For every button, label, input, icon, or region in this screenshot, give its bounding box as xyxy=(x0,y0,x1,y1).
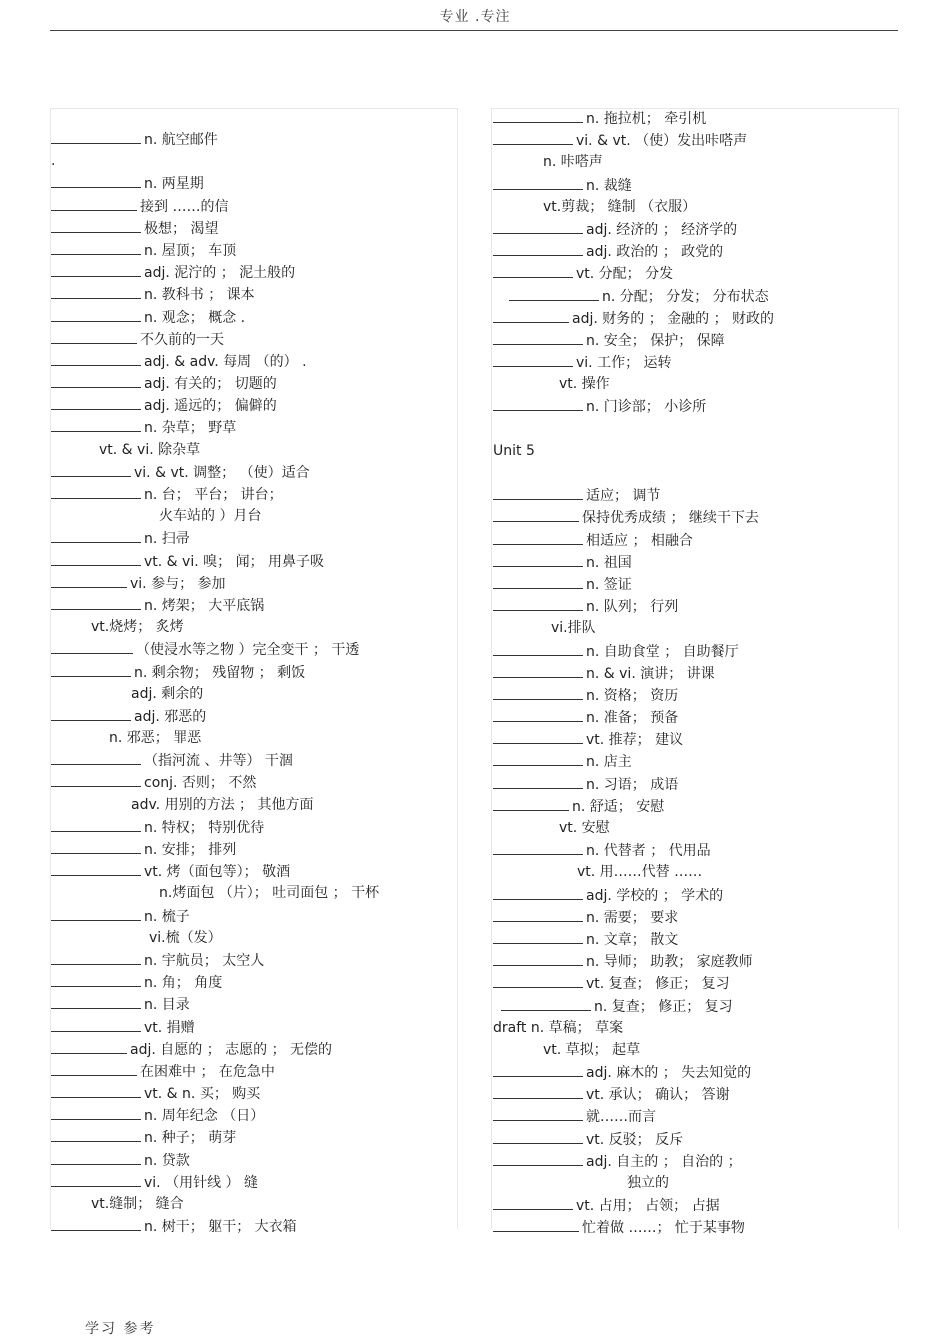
entry-definition: n. 舒适； 安慰 xyxy=(572,798,665,815)
entry-definition: n. & vi. 演讲； 讲课 xyxy=(586,665,715,682)
fill-in-blank[interactable] xyxy=(493,706,583,722)
fill-in-blank[interactable] xyxy=(51,416,141,432)
vocabulary-entry xyxy=(51,927,451,949)
fill-in-blank[interactable] xyxy=(51,838,141,854)
entry-definition: vt.剪裁； 缝制 （衣服） xyxy=(543,198,697,215)
entry-definition: conj. 否则； 不然 xyxy=(144,775,257,792)
fill-in-blank[interactable] xyxy=(493,218,583,234)
entry-definition: n. 安排； 排列 xyxy=(144,842,237,858)
vocabulary-entry xyxy=(493,373,893,395)
fill-in-blank[interactable] xyxy=(51,306,141,322)
fill-in-blank[interactable] xyxy=(493,928,583,944)
vocabulary-entry xyxy=(493,906,893,928)
entry-definition: adv. 用别的方法 ； 其他方面 xyxy=(131,796,314,813)
vocabulary-entry xyxy=(493,107,893,129)
entry-definition: vt. & vi. 嗅； 闻； 用鼻子吸 xyxy=(144,553,325,570)
fill-in-blank[interactable] xyxy=(51,195,137,211)
entry-definition: vt. 推荐； 建议 xyxy=(586,732,684,749)
fill-in-blank[interactable] xyxy=(51,261,141,277)
vocabulary-entry xyxy=(493,861,893,883)
vocabulary-entry xyxy=(493,1083,893,1105)
entry-definition: adj. & adv. 每周 （的） . xyxy=(144,353,307,370)
entry-definition: 不久前的一天 xyxy=(140,331,224,348)
entry-definition: n. 树干； 躯干； 大衣箱 xyxy=(144,1219,297,1236)
entry-definition: adj. 邪恶的 xyxy=(134,708,207,725)
vocabulary-entry xyxy=(51,882,451,904)
entry-definition: adj. 麻木的 ； 失去知觉的 xyxy=(586,1065,752,1082)
fill-in-blank[interactable] xyxy=(493,1194,573,1210)
fill-in-blank[interactable] xyxy=(51,594,141,610)
entry-definition: （指河流 、井等） 干涸 xyxy=(144,753,293,770)
entry-definition: n. 队列； 行列 xyxy=(586,599,679,616)
vocabulary-entry xyxy=(51,217,451,239)
entry-definition: n. 需要； 要求 xyxy=(586,909,679,926)
vocabulary-entry xyxy=(493,506,893,528)
vocabulary-entry xyxy=(493,684,893,706)
vocabulary-entry xyxy=(51,439,451,461)
entry-definition: adj. 自主的 ； 自治的 ； xyxy=(586,1153,742,1170)
entry-definition: vt. 捐赠 xyxy=(144,1019,195,1036)
vocabulary-entry xyxy=(51,283,451,305)
vocabulary-entry xyxy=(493,573,893,595)
vocabulary-entry xyxy=(493,1194,893,1216)
fill-in-blank[interactable] xyxy=(51,350,141,366)
fill-in-blank[interactable] xyxy=(493,595,583,611)
fill-in-blank[interactable] xyxy=(51,1016,141,1032)
entry-definition: n. 习语； 成语 xyxy=(586,776,679,793)
fill-in-blank[interactable] xyxy=(493,884,583,900)
fill-in-blank[interactable] xyxy=(493,1061,583,1077)
fill-in-blank[interactable] xyxy=(493,1128,583,1144)
entry-definition: vt. 承认； 确认； 答谢 xyxy=(586,1087,730,1104)
vocabulary-entry xyxy=(493,595,893,617)
fill-in-blank[interactable] xyxy=(509,285,599,301)
vocabulary-entry xyxy=(493,262,893,284)
entry-definition: adj. 学校的 ； 学术的 xyxy=(586,887,724,904)
fill-in-blank[interactable] xyxy=(493,506,579,522)
vocabulary-entry xyxy=(51,461,451,483)
entry-definition: adj. 遥远的； 偏僻的 xyxy=(144,398,277,415)
entry-definition: 保持优秀成绩 ； 继续干下去 xyxy=(582,510,759,527)
entry-definition: n. 邪恶； 罪恶 xyxy=(109,730,202,747)
vocabulary-entry xyxy=(51,1215,451,1237)
vocabulary-entry xyxy=(51,661,451,683)
vocabulary-entry xyxy=(493,551,893,573)
fill-in-blank[interactable] xyxy=(51,1038,127,1054)
vocabulary-entry xyxy=(493,151,893,173)
vocabulary-entry xyxy=(51,1038,451,1060)
vocabulary-entry xyxy=(493,351,893,373)
entry-definition: adj. 政治的 ； 政党的 xyxy=(586,244,724,261)
entry-definition: 在困难中 ； 在危急中 xyxy=(140,1063,275,1080)
entry-definition: n. 种子； 萌芽 xyxy=(144,1130,237,1147)
vocabulary-entry xyxy=(493,773,893,795)
vocabulary-entry xyxy=(493,1061,893,1083)
vocabulary-entry xyxy=(493,750,893,772)
vocabulary-entry xyxy=(493,706,893,728)
vocabulary-entry xyxy=(51,550,451,572)
fill-in-blank[interactable] xyxy=(493,551,583,567)
fill-in-blank[interactable] xyxy=(51,993,141,1009)
vocabulary-entry xyxy=(493,418,893,440)
fill-in-blank[interactable] xyxy=(493,1150,583,1166)
vocabulary-entry xyxy=(51,905,451,927)
vocabulary-entry xyxy=(493,839,893,861)
vocabulary-entry xyxy=(493,1216,893,1238)
entry-definition: n. 观念； 概念 . xyxy=(144,309,246,326)
entry-definition: adj. 剩余的 xyxy=(131,685,204,702)
entry-definition: n. 宇航员； 太空人 xyxy=(144,952,265,969)
fill-in-blank[interactable] xyxy=(51,283,141,299)
vocabulary-entry xyxy=(493,1017,893,1039)
entry-definition: n. 祖国 xyxy=(586,554,632,571)
vocabulary-entry xyxy=(51,416,451,438)
fill-in-blank[interactable] xyxy=(51,771,141,787)
fill-in-blank[interactable] xyxy=(493,750,583,766)
fill-in-blank[interactable] xyxy=(493,795,569,811)
vocabulary-entry xyxy=(493,640,893,662)
vocabulary-entry xyxy=(493,240,893,262)
entry-definition: vt. 反驳； 反斥 xyxy=(586,1131,684,1148)
fill-in-blank[interactable] xyxy=(493,262,573,278)
fill-in-blank[interactable] xyxy=(51,128,141,144)
fill-in-blank[interactable] xyxy=(493,329,583,345)
vocabulary-entry xyxy=(51,993,451,1015)
vocabulary-entry xyxy=(51,1193,451,1215)
fill-in-blank[interactable] xyxy=(493,351,573,367)
fill-in-blank[interactable] xyxy=(51,705,131,721)
entry-definition: 就……而言 xyxy=(586,1109,656,1126)
vocabulary-entry xyxy=(493,440,893,462)
vocabulary-entry xyxy=(493,329,893,351)
entry-definition: vi. & vt. 调整； （使）适合 xyxy=(134,464,310,481)
vocabulary-entry xyxy=(51,638,451,660)
vocabulary-entry xyxy=(51,616,451,638)
vocabulary-entry xyxy=(51,727,451,749)
entry-definition: n. 导师； 助教； 家庭教师 xyxy=(586,954,753,971)
fill-in-blank[interactable] xyxy=(51,328,137,344)
entry-definition: n. 裁缝 xyxy=(586,177,632,194)
fill-in-blank[interactable] xyxy=(51,172,141,188)
fill-in-blank[interactable] xyxy=(493,240,583,256)
entry-definition: n. 航空邮件 xyxy=(144,132,218,148)
entry-definition: vi.排队 xyxy=(551,620,596,637)
vocabulary-entry xyxy=(493,1128,893,1150)
vocabulary-entry xyxy=(51,749,451,771)
vocabulary-entry xyxy=(493,995,893,1017)
vocabulary-entry xyxy=(51,971,451,993)
fill-in-blank[interactable] xyxy=(493,573,583,589)
vocabulary-entry xyxy=(51,195,451,217)
entry-definition: n. 特权； 特别优待 xyxy=(144,819,265,836)
fill-in-blank[interactable] xyxy=(493,1105,583,1121)
entry-definition: n. 角； 角度 xyxy=(144,975,223,992)
fill-in-blank[interactable] xyxy=(493,662,583,678)
entry-definition: vt. 占用； 占领； 占据 xyxy=(576,1198,720,1215)
entry-definition: vt.缝制； 缝合 xyxy=(91,1196,184,1212)
entry-definition: Unit 5 xyxy=(493,442,535,459)
vocabulary-entry xyxy=(493,728,893,750)
fill-in-blank[interactable] xyxy=(51,749,141,765)
vocabulary-entry xyxy=(51,1082,451,1104)
entry-definition: adj. 财务的 ； 金融的 ； 财政的 xyxy=(572,310,775,327)
entry-definition: 极想； 渴望 xyxy=(144,220,219,237)
entry-definition: adj. 经济的 ； 经济学的 xyxy=(586,221,738,238)
entry-definition: n. 店主 xyxy=(586,754,632,771)
entry-definition: n. 分配； 分发； 分布状态 xyxy=(602,288,769,305)
vocabulary-entry xyxy=(51,328,451,350)
entry-definition: 适应； 调节 xyxy=(586,488,661,505)
vocabulary-entry xyxy=(493,817,893,839)
vocabulary-entry xyxy=(493,884,893,906)
vocabulary-entry xyxy=(51,1060,451,1082)
fill-in-blank[interactable] xyxy=(493,484,583,500)
left-vocabulary-column xyxy=(51,128,451,1237)
entry-definition: n. 签证 xyxy=(586,576,632,593)
entry-definition: n. 教科书 ； 课本 xyxy=(144,287,255,304)
entry-definition: 忙着做 ……； 忙于某事物 xyxy=(582,1220,745,1237)
fill-in-blank[interactable] xyxy=(493,950,583,966)
vocabulary-entry xyxy=(51,261,451,283)
entry-definition: n.烤面包 （片）； 吐司面包 ； 干杯 xyxy=(159,885,380,902)
entry-definition: vt. 复查； 修正； 复习 xyxy=(586,976,730,993)
vocabulary-entry xyxy=(51,816,451,838)
fill-in-blank[interactable] xyxy=(51,1082,141,1098)
vocabulary-entry xyxy=(51,394,451,416)
fill-in-blank[interactable] xyxy=(493,529,583,545)
vocabulary-entry xyxy=(51,949,451,971)
entry-definition: vt. 安慰 xyxy=(559,820,610,836)
vocabulary-entry xyxy=(51,350,451,372)
vocabulary-entry xyxy=(51,794,451,816)
entry-definition: 相适应 ； 相融合 xyxy=(586,532,693,549)
fill-in-blank[interactable] xyxy=(493,728,583,744)
fill-in-blank[interactable] xyxy=(51,816,141,832)
vocabulary-entry xyxy=(493,1150,893,1172)
vocabulary-entry xyxy=(51,838,451,860)
vocabulary-entry xyxy=(51,572,451,594)
entry-definition: vt. 烤（面包等）； 敬酒 xyxy=(144,864,291,881)
fill-in-blank[interactable] xyxy=(51,394,141,410)
fill-in-blank[interactable] xyxy=(51,1126,141,1142)
entry-definition: vt. 草拟； 起草 xyxy=(543,1041,641,1058)
entry-definition: vt. 用……代替 …… xyxy=(577,864,703,881)
entry-definition: （使浸水等之物 ）完全变干 ； 干透 xyxy=(136,642,360,659)
fill-in-blank[interactable] xyxy=(51,860,141,876)
fill-in-blank[interactable] xyxy=(51,550,141,566)
entry-definition: n. 目录 xyxy=(144,997,190,1014)
entry-definition: 独立的 xyxy=(627,1175,669,1191)
fill-in-blank[interactable] xyxy=(51,1171,141,1187)
vocabulary-entry xyxy=(493,795,893,817)
vocabulary-entry xyxy=(493,484,893,506)
fill-in-blank[interactable] xyxy=(493,307,569,323)
vocabulary-entry xyxy=(493,285,893,307)
entry-definition: adj. 有关的； 切题的 xyxy=(144,376,277,393)
entry-definition: vi. 工作； 运转 xyxy=(576,355,672,372)
entry-definition: draft n. 草稿； 草案 xyxy=(493,1019,624,1036)
fill-in-blank[interactable] xyxy=(493,1083,583,1099)
vocabulary-entry xyxy=(51,1016,451,1038)
fill-in-blank[interactable] xyxy=(493,129,573,145)
fill-in-blank[interactable] xyxy=(493,107,583,123)
fill-in-blank[interactable] xyxy=(493,640,583,656)
entry-definition: n. 台； 平台； 讲台； xyxy=(144,487,283,503)
vocabulary-entry xyxy=(51,239,451,261)
fill-in-blank[interactable] xyxy=(493,972,583,988)
vocabulary-entry xyxy=(51,771,451,793)
entry-definition: vi. 参与； 参加 xyxy=(130,575,226,592)
fill-in-blank[interactable] xyxy=(51,461,131,477)
fill-in-blank[interactable] xyxy=(51,905,141,921)
vocabulary-entry xyxy=(51,594,451,616)
fill-in-blank[interactable] xyxy=(51,1215,141,1231)
header-divider xyxy=(50,30,898,31)
entry-definition: n. 门诊部； 小诊所 xyxy=(586,399,707,416)
vocabulary-entry xyxy=(493,395,893,417)
fill-in-blank[interactable] xyxy=(493,906,583,922)
vocabulary-entry xyxy=(51,128,451,150)
vocabulary-entry xyxy=(493,129,893,151)
fill-in-blank[interactable] xyxy=(493,684,583,700)
vocabulary-entry xyxy=(51,1126,451,1148)
entry-definition: adj. 泥泞的 ； 泥土般的 xyxy=(144,265,296,282)
fill-in-blank[interactable] xyxy=(51,661,131,677)
entry-definition: n. 安全； 保护； 保障 xyxy=(586,332,725,349)
vocabulary-entry xyxy=(51,306,451,328)
entry-definition: vi. （用针线 ） 缝 xyxy=(144,1174,258,1191)
entry-definition: n. 代替者 ； 代用品 xyxy=(586,843,711,860)
vocabulary-entry xyxy=(51,172,451,194)
vocabulary-entry xyxy=(51,505,451,527)
vocabulary-entry xyxy=(493,1172,893,1194)
fill-in-blank[interactable] xyxy=(493,395,583,411)
fill-in-blank[interactable] xyxy=(51,949,141,965)
entry-definition: vi.梳（发） xyxy=(149,929,222,946)
vocabulary-entry xyxy=(493,307,893,329)
entry-definition: 火车站的 ）月台 xyxy=(159,508,262,525)
vocabulary-entry xyxy=(51,1149,451,1171)
vocabulary-entry xyxy=(493,928,893,950)
fill-in-blank[interactable] xyxy=(51,971,141,987)
fill-in-blank[interactable] xyxy=(51,527,141,543)
page-footer: 学习 参考 xyxy=(85,1321,156,1337)
entry-definition: vt. 操作 xyxy=(559,376,610,393)
vocabulary-entry xyxy=(493,174,893,196)
page-header-title: 专业 .专注 xyxy=(439,9,511,25)
entry-definition: n. 咔嗒声 xyxy=(543,154,603,171)
entry-definition: n. 资格； 资历 xyxy=(586,687,679,704)
fill-in-blank[interactable] xyxy=(51,239,141,255)
vocabulary-entry xyxy=(493,950,893,972)
entry-definition: vt. & n. 买； 购买 xyxy=(144,1086,261,1103)
vocabulary-entry xyxy=(51,1171,451,1193)
entry-definition: n. 自助食堂 ； 自助餐厅 xyxy=(586,643,739,660)
vocabulary-entry xyxy=(51,683,451,705)
fill-in-blank[interactable] xyxy=(51,1104,141,1120)
entry-definition: vt.烧烤； 炙烤 xyxy=(91,619,184,636)
vocabulary-entry xyxy=(51,705,451,727)
vocabulary-entry xyxy=(493,1039,893,1061)
fill-in-blank[interactable] xyxy=(51,1060,137,1076)
vocabulary-entry xyxy=(51,372,451,394)
entry-definition: vt. & vi. 除杂草 xyxy=(99,441,201,458)
entry-definition: n. 烤架； 大平底锅 xyxy=(144,597,265,614)
entry-definition: n. 贷款 xyxy=(144,1152,190,1169)
vocabulary-entry xyxy=(493,196,893,218)
fill-in-blank[interactable] xyxy=(51,483,141,499)
vocabulary-entry xyxy=(51,150,451,172)
vocabulary-entry xyxy=(493,662,893,684)
vocabulary-entry xyxy=(51,483,451,505)
vocabulary-entry xyxy=(51,527,451,549)
fill-in-blank[interactable] xyxy=(51,372,141,388)
vocabulary-entry xyxy=(51,1104,451,1126)
entry-definition: n. 杂草； 野草 xyxy=(144,420,237,437)
vocabulary-entry xyxy=(51,860,451,882)
right-vocabulary-column xyxy=(493,107,893,1239)
entry-definition: n. 准备； 预备 xyxy=(586,710,679,727)
entry-definition: n. 复查； 修正； 复习 xyxy=(594,998,733,1015)
fill-in-blank[interactable] xyxy=(51,638,133,654)
vocabulary-entry xyxy=(493,617,893,639)
vocabulary-entry xyxy=(493,1105,893,1127)
fill-in-blank[interactable] xyxy=(51,217,141,233)
fill-in-blank[interactable] xyxy=(51,572,127,588)
entry-definition: n. 剩余物； 残留物 ； 剩饭 xyxy=(134,664,306,681)
entry-definition: n. 拖拉机； 牵引机 xyxy=(586,111,707,127)
fill-in-blank[interactable] xyxy=(493,773,583,789)
entry-definition: n. 扫帚 xyxy=(144,531,190,548)
entry-definition: n. 两星期 xyxy=(144,176,204,193)
fill-in-blank[interactable] xyxy=(51,1149,141,1165)
fill-in-blank[interactable] xyxy=(493,174,583,190)
entry-definition: adj. 自愿的 ； 志愿的 ； 无偿的 xyxy=(130,1041,333,1058)
entry-definition: . xyxy=(51,153,56,170)
entry-definition: n. 文章； 散文 xyxy=(586,931,679,948)
entry-definition: n. 梳子 xyxy=(144,908,190,925)
entry-definition: n. 屋顶； 车顶 xyxy=(144,242,237,259)
entry-definition: vt. 分配； 分发 xyxy=(576,266,674,283)
entry-definition: vi. & vt. （使）发出咔嗒声 xyxy=(576,133,748,150)
entry-definition: 接到 ……的信 xyxy=(140,198,229,215)
fill-in-blank[interactable] xyxy=(493,839,583,855)
fill-in-blank[interactable] xyxy=(493,1216,579,1232)
vocabulary-entry xyxy=(493,529,893,551)
vocabulary-entry xyxy=(493,462,893,484)
fill-in-blank[interactable] xyxy=(501,995,591,1011)
vocabulary-entry xyxy=(493,972,893,994)
vocabulary-entry xyxy=(493,218,893,240)
entry-definition: n. 周年纪念 （日） xyxy=(144,1108,265,1125)
